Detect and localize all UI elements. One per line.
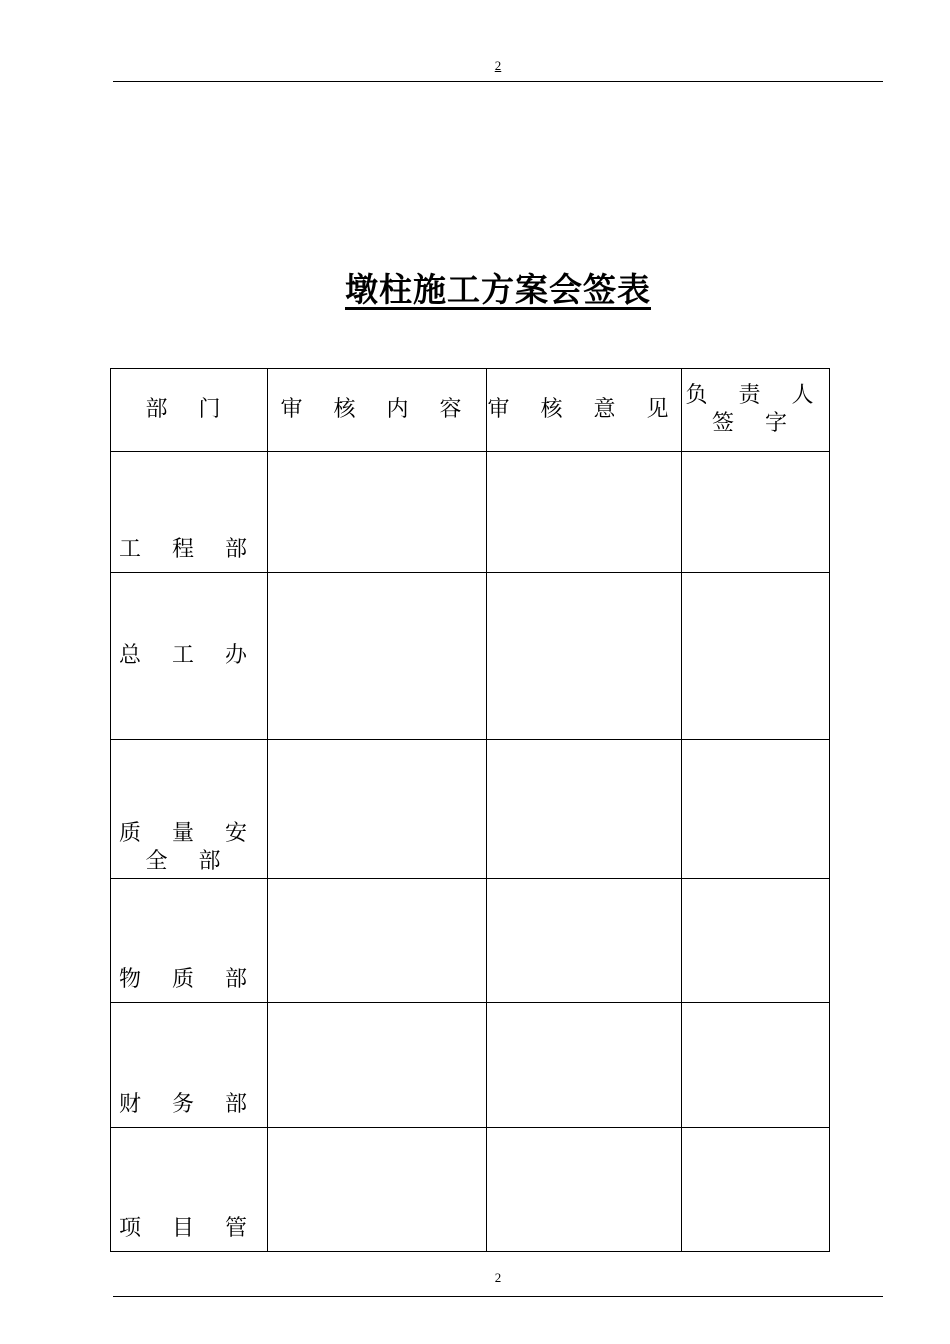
review-opinion-cell[interactable] bbox=[487, 1128, 682, 1252]
dept-cell: 质 量 安 全 部 bbox=[111, 740, 268, 879]
review-opinion-cell[interactable] bbox=[487, 740, 682, 879]
table-row bbox=[111, 452, 830, 573]
review-opinion-cell[interactable] bbox=[487, 879, 682, 1003]
review-opinion-cell[interactable] bbox=[487, 452, 682, 573]
header-rule bbox=[113, 81, 883, 82]
document-title: 墩柱施工方案会签表 bbox=[345, 270, 651, 309]
header-cell-review-opinion: 审 核 意 见 bbox=[487, 369, 682, 452]
dept-cell: 工 程 部 bbox=[111, 452, 268, 573]
signature-cell[interactable] bbox=[682, 740, 830, 879]
table-row bbox=[111, 573, 830, 740]
sign-off-table bbox=[110, 368, 830, 1252]
dept-cell: 物 质 部 bbox=[111, 879, 268, 1003]
review-content-cell[interactable] bbox=[268, 1128, 487, 1252]
review-content-cell[interactable] bbox=[268, 879, 487, 1003]
footer-page-number: 2 bbox=[494, 1270, 502, 1285]
header-cell-review-content: 审 核 内 容 bbox=[268, 369, 487, 452]
review-content-cell[interactable] bbox=[268, 740, 487, 879]
review-content-cell[interactable] bbox=[268, 452, 487, 573]
signature-cell[interactable] bbox=[682, 1128, 830, 1252]
header-cell-signature: 负 责 人 签 字 bbox=[682, 369, 830, 452]
review-opinion-cell[interactable] bbox=[487, 573, 682, 740]
review-opinion-cell[interactable] bbox=[487, 1003, 682, 1128]
table-header-row bbox=[111, 369, 830, 452]
table-row bbox=[111, 1003, 830, 1128]
signature-cell[interactable] bbox=[682, 573, 830, 740]
signature-cell[interactable] bbox=[682, 452, 830, 573]
dept-cell: 总 工 办 bbox=[111, 573, 268, 740]
table-row bbox=[111, 1128, 830, 1252]
header-page-number: 2 bbox=[494, 58, 502, 73]
header-cell-department: 部 门 bbox=[111, 369, 268, 452]
signature-cell[interactable] bbox=[682, 1003, 830, 1128]
table-row bbox=[111, 879, 830, 1003]
review-content-cell[interactable] bbox=[268, 573, 487, 740]
signature-cell[interactable] bbox=[682, 879, 830, 1003]
dept-cell: 项 目 管 bbox=[111, 1128, 268, 1252]
table-row bbox=[111, 740, 830, 879]
dept-cell: 财 务 部 bbox=[111, 1003, 268, 1128]
footer-rule bbox=[113, 1296, 883, 1297]
review-content-cell[interactable] bbox=[268, 1003, 487, 1128]
